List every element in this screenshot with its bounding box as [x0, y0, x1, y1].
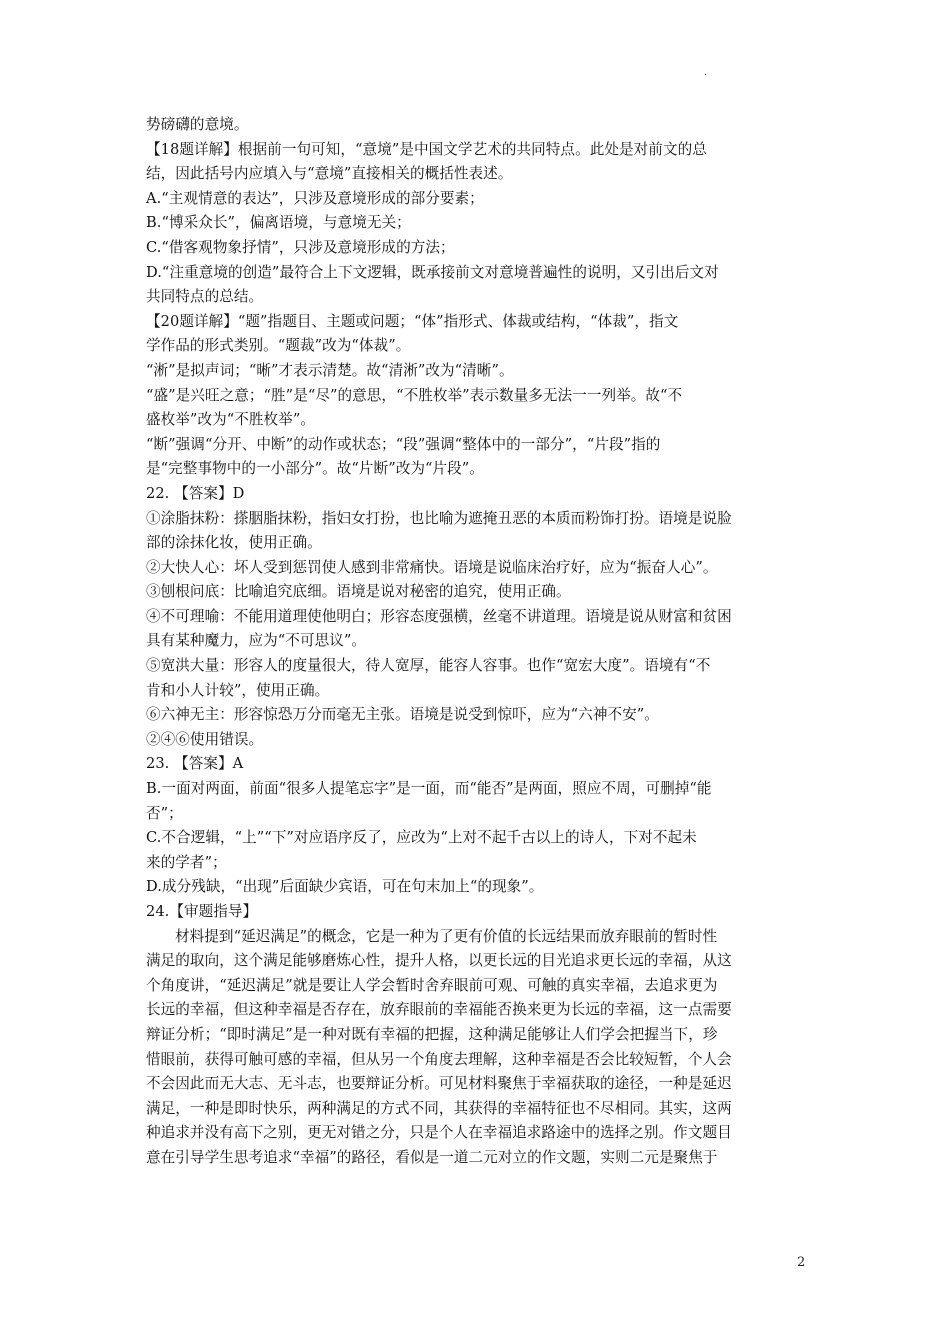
text-line: ③刨根问底：比喻追究底细。语境是说对秘密的追究，使用正确。: [146, 583, 571, 601]
text-line: “淅”是拟声词；“晰”才表示清楚。故“清淅”改为“清晰”。: [146, 361, 514, 379]
header-mark: ·: [704, 70, 708, 81]
text-line: ②大快人心：坏人受到惩罚使人感到非常痛快。语境是说临床治疗好，应为“振奋人心”。: [146, 558, 718, 576]
page-number: 2: [797, 1255, 806, 1270]
text-line: “断”强调“分开、中断”的动作或状态；“段”强调“整体中的一部分”，“片段”指的: [146, 435, 661, 453]
text-line: 否”；: [146, 804, 183, 822]
text-line: B.一面对两面，前面“很多人提笔忘字”是一面，而“能否”是两面，照应不周，可删掉“能: [146, 780, 712, 798]
document-body: [146, 113, 808, 1171]
text-line: 个角度讲，“延迟满足”就是要让人学会暂时舍弃眼前可观、可触的真实幸福，去追求更为: [146, 976, 718, 994]
text-line: 共同特点的总结。: [146, 288, 264, 306]
text-line: 满足，一种是即时快乐，两种满足的方式不同，其获得的幸福特征也不尽相同。其实，这两: [146, 1099, 732, 1117]
text-line: 【18题详解】根据前一句可知，“意境”是中国文学艺术的共同特点。此处是对前文的总: [146, 140, 707, 158]
text-line: A.“主观情意的表达”，只涉及意境形成的部分要素；: [146, 189, 484, 207]
text-line: 结，因此括号内应填入与“意境”直接相关的概括性表述。: [146, 165, 513, 183]
text-line: 势磅礴的意境。: [146, 116, 249, 133]
text-line: 具有某种魔力，应为“不可思议”。: [146, 632, 367, 650]
text-line: 是“完整事物中的一小部分”。故“片断”改为“片段”。: [146, 460, 484, 478]
text-line: ①涂脂抹粉：搽胭脂抹粉，指妇女打扮，也比喻为遮掩丑恶的本质而粉饰打扮。语境是说脸: [146, 509, 732, 527]
text-line: ④不可理喻：不能用道理使他明白；形容态度强横，丝毫不讲道理。语境是说从财富和贫困: [146, 607, 732, 625]
text-line: 意在引导学生思考追求“幸福”的路径，看似是一道二元对立的作文题，实则二元是聚焦于: [146, 1148, 718, 1166]
text-line: 种追求并没有高下之别，更无对错之分，只是个人在幸福追求路途中的选择之别。作文题目: [146, 1124, 732, 1142]
text-line: D.“注重意境的创造”最符合上下文逻辑，既承接前文对意境普遍性的说明，又引出后文对: [146, 263, 719, 281]
text-line: 不会因此而无大志、无斗志，也要辩证分析。可见材料聚焦于幸福获取的途径，一种是延迟: [146, 1075, 732, 1093]
text-line: 来的学者”；: [146, 853, 227, 871]
text-line: D.成分残缺，“出现”后面缺少宾语，可在句末加上“的现象”。: [146, 878, 544, 896]
text-line: 材料提到“延迟满足”的概念，它是一种为了更有价值的长远结果而放弃眼前的暂时性: [175, 927, 718, 945]
text-line: C.不合逻辑，“上”“下”对应语序反了，应改为“上对不起千古以上的诗人，下对不起未: [146, 829, 697, 847]
text-line: 【20题详解】“题”指题目、主题或问题；“体”指形式、体裁或结构，“体裁”，指文: [146, 312, 679, 330]
text-line: 学作品的形式类别。“题裁”改为“体裁”。: [146, 337, 411, 355]
text-line: “盛”是兴旺之意；“胜”是“尽”的意思，“不胜枚举”表示数量多无法一一列举。故“不: [146, 386, 683, 404]
text-line: 长远的幸福，但这种幸福是否存在，放弃眼前的幸福能否换来更为长远的幸福，这一点需要: [146, 1001, 732, 1019]
answer-heading: 22. 【答案】D: [146, 484, 245, 502]
text-line: ⑤宽洪大量：形容人的度量很大，待人宽厚，能容人容事。也作“宽宏大度”。语境有“不: [146, 657, 711, 675]
text-line: B.“博采众长”，偏离语境，与意境无关；: [146, 214, 411, 232]
text-line: C.“借客观物象抒情”，只涉及意境形成的方法；: [146, 238, 455, 256]
answer-heading: 23. 【答案】A: [146, 755, 244, 773]
text-line: 部的涂抹化妆，使用正确。: [146, 534, 322, 552]
text-line: 满足的取向，这个满足能够磨炼心性，提升人格，以更长远的目光追求更长远的幸福，从这: [146, 952, 732, 970]
section-heading: 24.【审题指导】: [146, 903, 258, 920]
text-line: 肯和小人计较”，使用正确。: [146, 681, 330, 699]
text-line: 惜眼前，获得可触可感的幸福，但从另一个角度去理解，这种幸福是否会比较短暂，个人会: [146, 1050, 732, 1068]
text-line: 盛枚举”改为“不胜枚举”。: [146, 411, 315, 429]
text-line: 辩证分析；“即时满足”是一种对既有幸福的把握，这种满足能够让人们学会把握当下，珍: [146, 1025, 718, 1043]
text-line: ⑥六神无主：形容惊恐万分而毫无主张。语境是说受到惊吓，应为“六神不安”。: [146, 706, 659, 724]
text-line: ②④⑥使用错误。: [146, 730, 264, 748]
